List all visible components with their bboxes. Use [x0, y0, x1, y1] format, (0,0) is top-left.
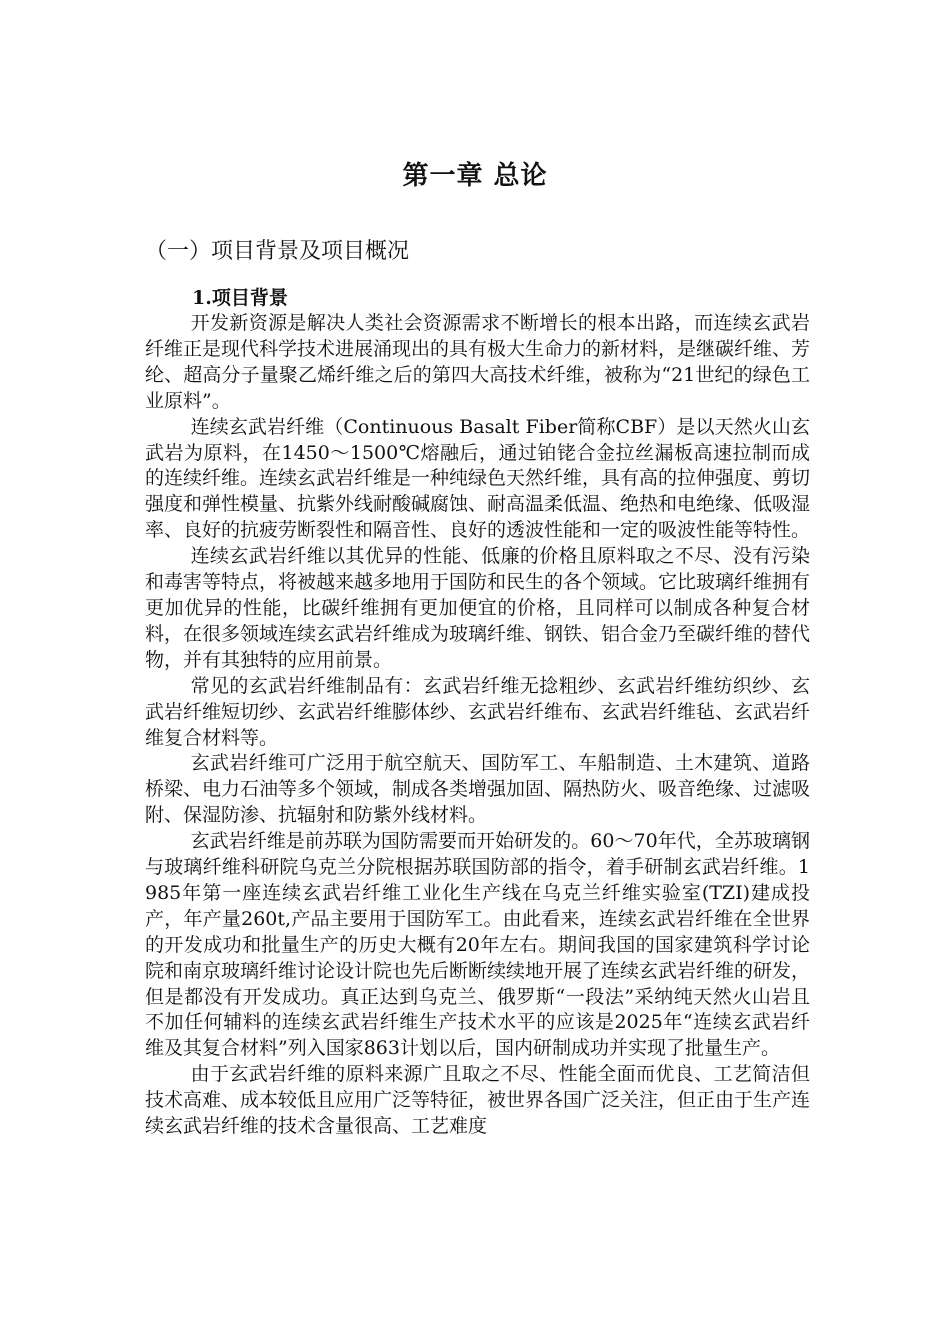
paragraph: 由于玄武岩纤维的原料来源广且取之不尽、性能全面而优良、工艺简洁但技术高难、成本较低且应用广泛等特征，被世界各国广泛关注，但正由于生产连续玄武岩纤维的技术含量很高、工艺难度: [145, 1063, 811, 1138]
body-text: [145, 311, 810, 1140]
paragraph: 连续玄武岩纤维（Continuous Basalt Fiber简称CBF）是以天然火山玄武岩为原料，在1450～1500℃熔融后，通过铂铑合金拉丝漏板高速拉制而成的连续纤维。连续玄武岩纤维是一种纯绿色天然纤维，具有高的拉伸强度、剪切强度和弹性模量、抗紫外线耐酸碱腐蚀、耐高温柔低温、绝热和电绝缘、低吸湿率、良好的抗疲劳断裂性和隔音性、良好的透波性能和一定的吸波性能等特性。: [145, 415, 811, 542]
chapter-title: 第一章 总论: [402, 161, 548, 191]
paragraph: 玄武岩纤维是前苏联为国防需要而开始研发的。60～70年代，全苏玻璃钢与玻璃纤维科研院乌克兰分院根据苏联国防部的指令，着手研制玄武岩纤维。1985年第一座连续玄武岩纤维工业化生产线在乌克兰纤维实验室(TZI)建成投产，年产量260t,产品主要用于国防军工。由此看来，连续玄武岩纤维在全世界的开发成功和批量生产的历史大概有20年左右。期间我国的国家建筑科学讨论院和南京玻璃纤维讨论设计院也先后断断续续地开展了连续玄武岩纤维的研发，但是都没有开发成功。真正达到乌克兰、俄罗斯“一段法”采纳纯天然火山岩且不加任何辅料的连续玄武岩纤维生产技术水平的应该是2025年“连续玄武岩纤维及其复合材料”列入国家863计划以后，国内研制成功并实现了批量生产。: [145, 830, 811, 1060]
paragraph: 连续玄武岩纤维以其优异的性能、低廉的价格且原料取之不尽、没有污染和毒害等特点，将被越来越多地用于国防和民生的各个领域。它比玻璃纤维拥有更加优异的性能，比碳纤维拥有更加便宜的价格，且同样可以制成各种复合材料，在很多领域连续玄武岩纤维成为玻璃纤维、钢铁、铝合金乃至碳纤维的替代物，并有其独特的应用前景。: [145, 545, 811, 671]
sub-heading: 1.项目背景: [192, 287, 288, 309]
paragraph: 开发新资源是解决人类社会资源需求不断增长的根本出路，而连续玄武岩纤维正是现代科学技术进展涌现出的具有极大生命力的新材料，是继碳纤维、芳纶、超高分子量聚乙烯纤维之后的第四大高技术纤维，被称为“21世纪的绿色工业原料”。: [145, 312, 811, 412]
paragraph: 常见的玄武岩纤维制品有：玄武岩纤维无捻粗纱、玄武岩纤维纺织纱、玄武岩纤维短切纱、玄武岩纤维膨体纱、玄武岩纤维布、玄武岩纤维毡、玄武岩纤维复合材料等。: [145, 674, 811, 749]
paragraph: 玄武岩纤维可广泛用于航空航天、国防军工、车船制造、土木建筑、道路桥梁、电力石油等多个领域，制成各类增强加固、隔热防火、吸音绝缘、过滤吸附、保湿防渗、抗辐射和防紫外线材料。: [145, 752, 811, 827]
section-heading: （一）项目背景及项目概况: [145, 239, 410, 264]
